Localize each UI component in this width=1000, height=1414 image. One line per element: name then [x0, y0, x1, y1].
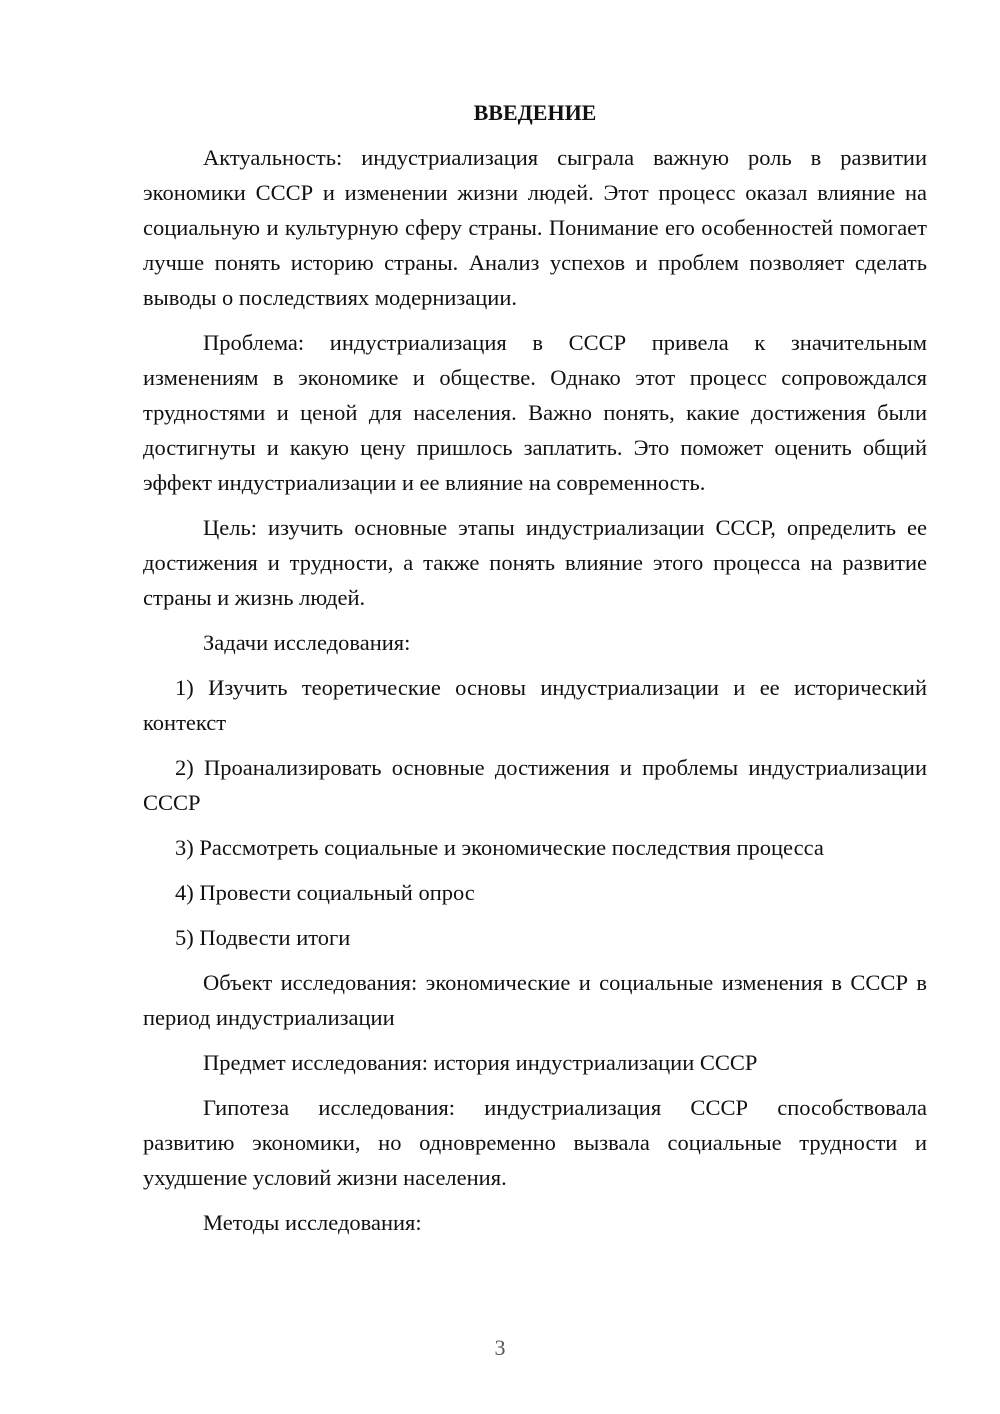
- page-number: 3: [494, 1335, 506, 1360]
- task-item-4: 4) Провести социальный опрос: [175, 880, 475, 905]
- section-title: ВВЕДЕНИЕ: [473, 100, 597, 125]
- task-item-1: 1) Изучить теоретические основы индустриализации и ее исторический контекст: [143, 675, 927, 735]
- paragraph-object: Объект исследования: экономические и социальные изменения в СССР в период индустриализации: [143, 970, 927, 1030]
- document-page: [143, 96, 927, 1240]
- paragraph-methods: Методы исследования:: [203, 1210, 422, 1235]
- task-item-2: 2) Проанализировать основные достижения и проблемы индустриализации СССР: [143, 755, 927, 815]
- task-item-3: 3) Рассмотреть социальные и экономические последствия процесса: [175, 835, 824, 860]
- paragraph-goal: Цель: изучить основные этапы индустриализации СССР, определить ее достижения и трудности, а также понять влияние этого процесса на развитие страны и жизнь людей.: [143, 515, 927, 610]
- paragraph-subject: Предмет исследования: история индустриализации СССР: [203, 1050, 758, 1075]
- paragraph-relevance: Актуальность: индустриализация сыграла важную роль в развитии экономики СССР и изменении жизни людей. Этот процесс оказал влияние на социальную и культурную сферу страны. Понимание его особенностей помогает лучше понять историю страны. Анализ успехов и проблем позволяет сделать выводы о последствиях модернизации.: [143, 145, 927, 310]
- paragraph-hypothesis: Гипотеза исследования: индустриализация СССР способствовала развитию экономики, но одновременно вызвала социальные трудности и ухудшение условий жизни населения.: [143, 1095, 927, 1190]
- paragraph-tasks-heading: Задачи исследования:: [203, 630, 411, 655]
- task-item-5: 5) Подвести итоги: [175, 925, 351, 950]
- paragraph-problem: Проблема: индустриализация в СССР привела к значительным изменениям в экономике и обществе. Однако этот процесс сопровождался трудностями и ценой для населения. Важно понять, какие достижения были достигнуты и какую цену пришлось заплатить. Это поможет оценить общий эффект индустриализации и ее влияние на современность.: [143, 330, 927, 495]
